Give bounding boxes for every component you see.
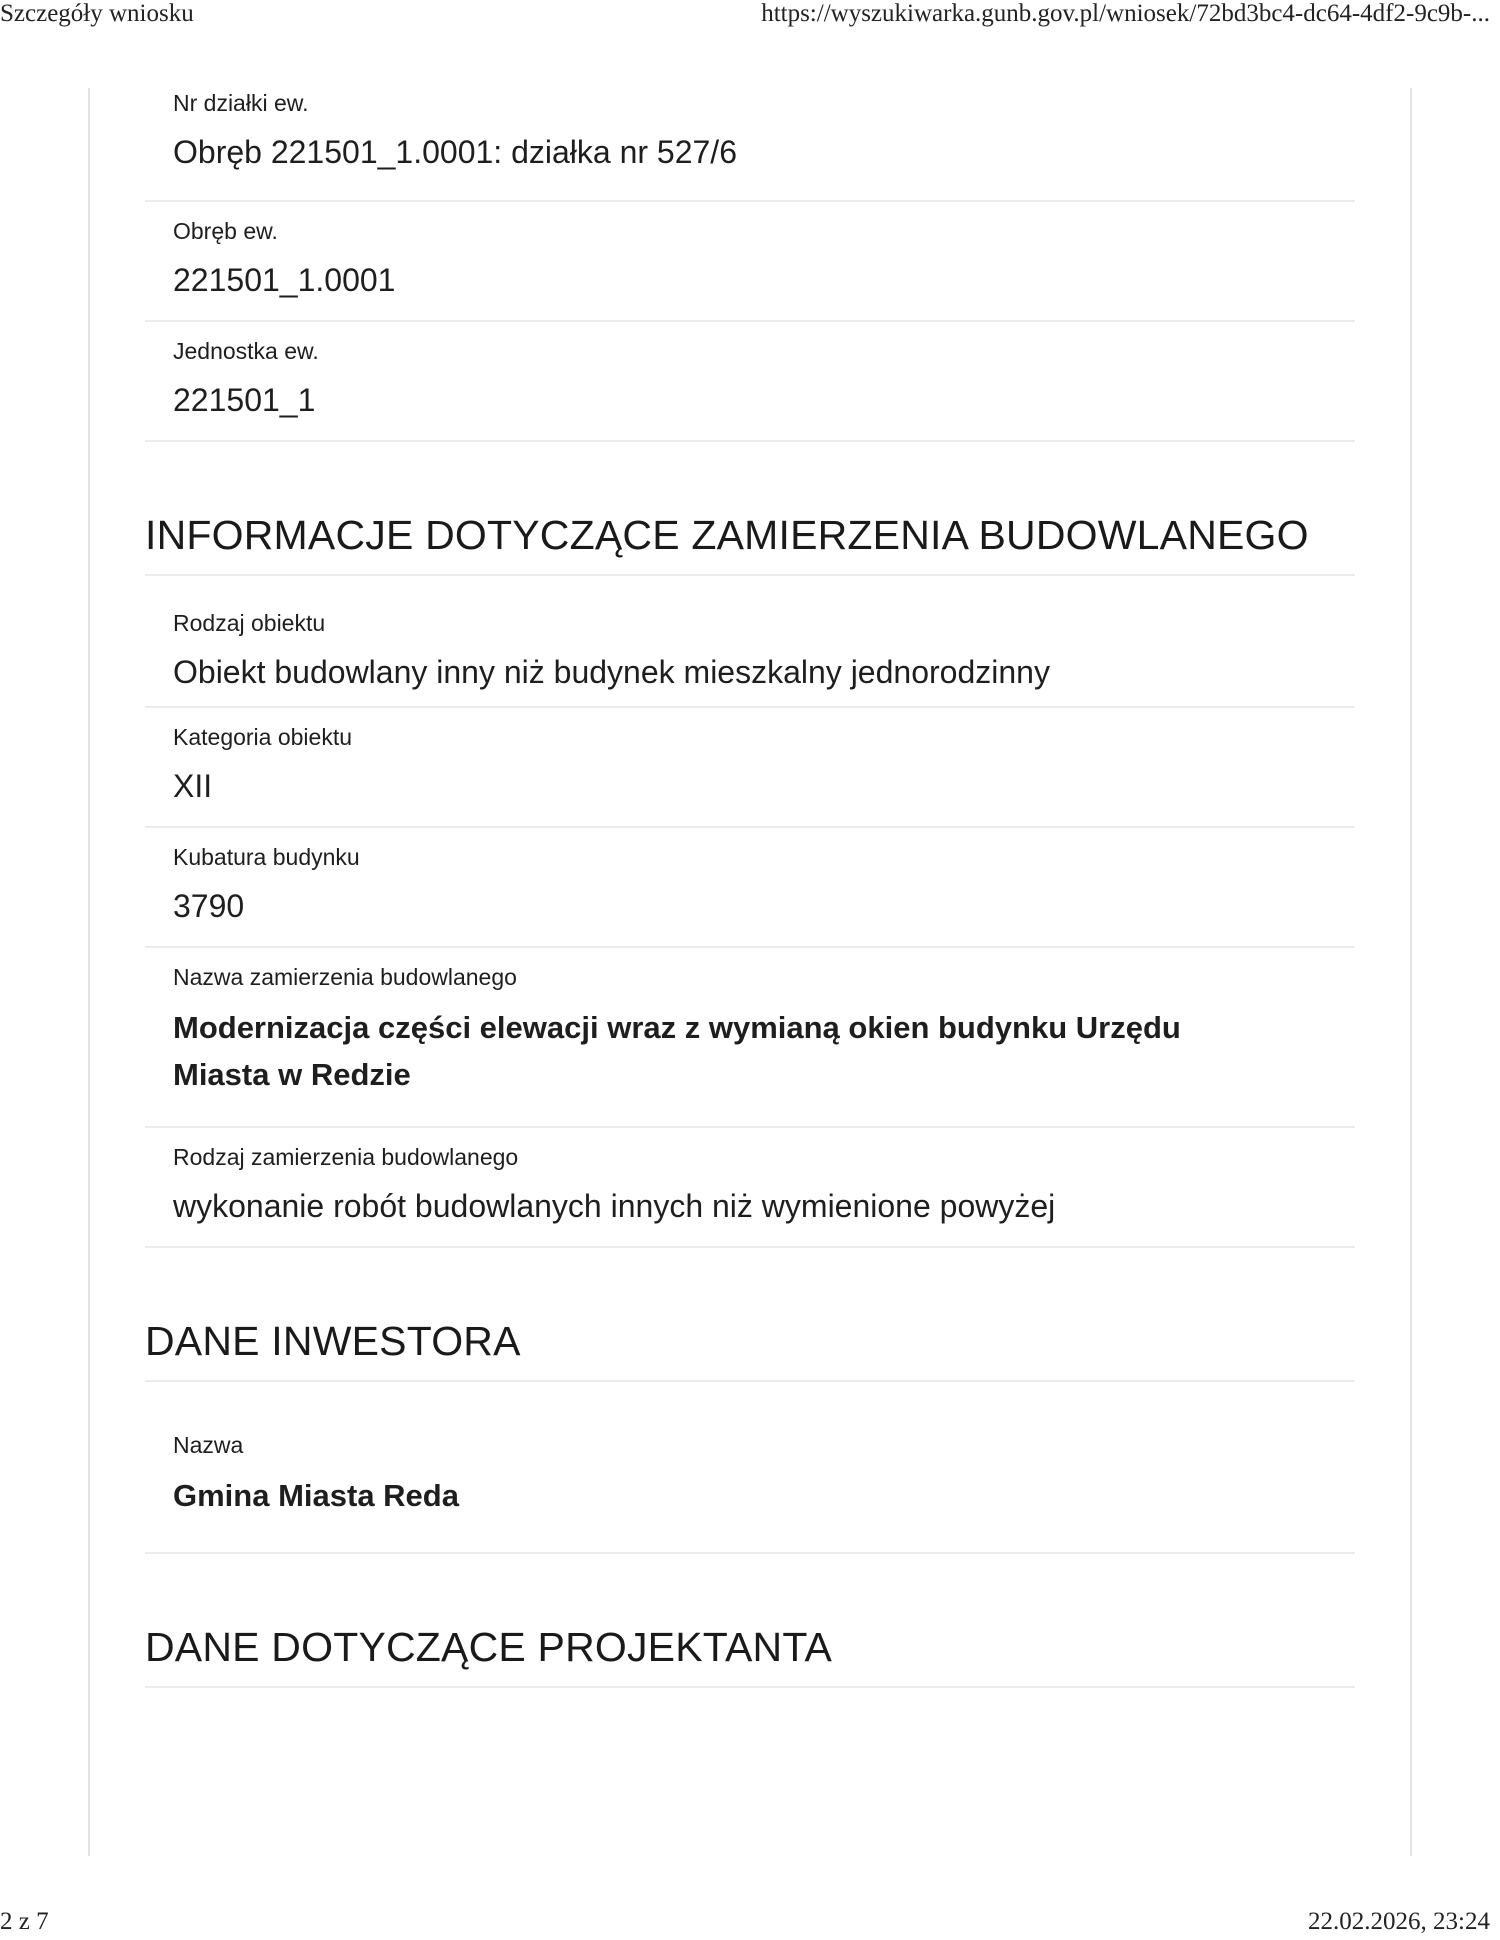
- print-footer: [0, 1908, 1500, 1938]
- field-value: XII: [173, 768, 213, 804]
- field-value: 221501_1.0001: [173, 262, 396, 298]
- field-project-type: [145, 1128, 1355, 1248]
- field-label: Obręb ew.: [173, 218, 278, 244]
- application-details-card: [88, 88, 1412, 1856]
- print-page-title: Szczegóły wniosku: [0, 0, 194, 27]
- field-label: Kubatura budynku: [173, 844, 360, 870]
- field-label: Kategoria obiektu: [173, 724, 353, 750]
- field-label: Nazwa zamierzenia budowlanego: [173, 964, 517, 990]
- field-label: Rodzaj zamierzenia budowlanego: [173, 1144, 519, 1170]
- field-value: Obręb 221501_1.0001: działka nr 527/6: [173, 134, 737, 170]
- section-title-construction: INFORMACJE DOTYCZĄCE ZAMIERZENIA BUDOWLANEGO: [145, 442, 1355, 576]
- field-unit: [145, 322, 1355, 442]
- field-project-name: [145, 948, 1355, 1128]
- section-title-investor: DANE INWESTORA: [145, 1248, 1355, 1382]
- field-value: 3790: [173, 888, 245, 924]
- field-precinct: [145, 202, 1355, 322]
- field-parcel-number: [145, 88, 1355, 202]
- field-label: Jednostka ew.: [173, 338, 319, 364]
- print-header: [0, 0, 1500, 30]
- details-content: [145, 88, 1355, 1688]
- print-url: https://wyszukiwarka.gunb.gov.pl/wniosek/72bd3bc4-dc64-4df2-9c9b-...: [761, 0, 1490, 27]
- print-datetime: 22.02.2026, 23:24: [1308, 1908, 1490, 1935]
- field-object-category: [145, 708, 1355, 828]
- field-building-volume: [145, 828, 1355, 948]
- field-label: Nazwa: [173, 1432, 244, 1458]
- field-investor-name: [145, 1382, 1355, 1554]
- print-page-number: 2 z 7: [0, 1908, 49, 1935]
- section-title-designer: DANE DOTYCZĄCE PROJEKTANTA: [145, 1554, 1355, 1688]
- field-value: wykonanie robót budowlanych innych niż wymienione powyżej: [173, 1188, 1056, 1224]
- field-value: Modernizacja części elewacji wraz z wymianą okien budynku Urzędu Miasta w Redzie: [173, 1010, 1181, 1092]
- field-value: 221501_1: [173, 382, 316, 418]
- field-label: Nr działki ew.: [173, 90, 309, 116]
- field-value: Obiekt budowlany inny niż budynek mieszkalny jednorodzinny: [173, 654, 1050, 690]
- field-object-type: [145, 576, 1355, 708]
- field-value: Gmina Miasta Reda: [173, 1478, 459, 1513]
- field-label: Rodzaj obiektu: [173, 610, 326, 636]
